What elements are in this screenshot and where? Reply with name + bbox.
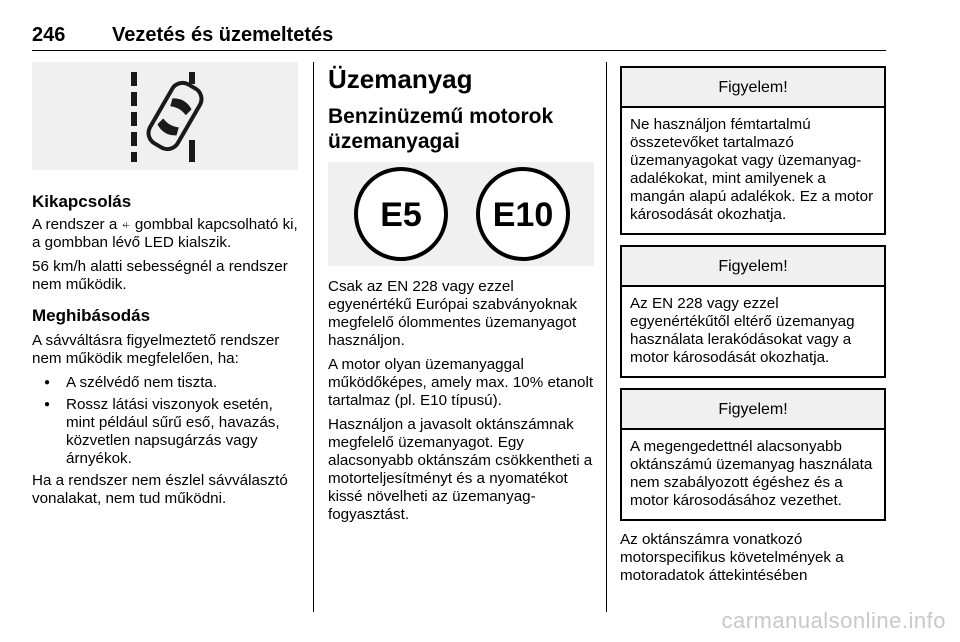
paragraph: Az oktánszámra vonatkozó motorspecifikus követelmények a motoradatok áttekintésében: [620, 531, 844, 584]
fuel-label-e5: E5: [380, 196, 422, 234]
column-2: [328, 62, 594, 524]
list-item: ● Rossz látási viszonyok esetén, mint például sűrű eső, havazás, közvetlen napsugárzás vagy árnyékok.: [32, 396, 298, 468]
page-number: 246: [32, 24, 66, 46]
condition-list: [32, 374, 298, 468]
warning-text: Az EN 228 vagy ezzel egyenértékűtől eltérő üzemanyag használata lerakódásokat vagy a motor károsodását okozhatja.: [630, 295, 855, 366]
paragraph: Használjon a javasolt oktánszámnak megfelelő üzemanyagot. Egy alacsonyabb oktánszám csökkentheti a motorteljesítményt és a nyomatékot kissé növelheti az üzemanyag-fogyasztást.: [328, 416, 593, 523]
warning-text: Ne használjon fémtartalmú összetevőket tartalmazó üzemanyagokat vagy üzemanyag-adalékokat, mint amilyenek a mangán alapú adalékok. Ez a motor károsodását okozhatja.: [630, 116, 874, 223]
section-subtitle: Benzinüzemű motorok üzemanyagai: [328, 105, 554, 153]
warning-title: Figyelem!: [622, 68, 884, 108]
heading-kikapcsolas: Kikapcsolás: [32, 192, 132, 211]
heading-meghibasodas: Meghibásodás: [32, 306, 151, 325]
column-3: [620, 66, 886, 585]
list-item: ● A szélvédő nem tiszta.: [32, 374, 298, 392]
warning-box: [620, 66, 886, 235]
paragraph: Csak az EN 228 vagy ezzel egyenértékű Európai szabványoknak megfelelő ólommentes üzemanyagot használjon.: [328, 278, 578, 349]
section-title: Üzemanyag: [328, 64, 473, 94]
paragraph: 56 km/h alatti sebességnél a rendszer nem működik.: [32, 258, 288, 293]
warning-title: Figyelem!: [622, 390, 884, 430]
warning-title: Figyelem!: [622, 247, 884, 287]
paragraph: A rendszer a ⍅ gombbal kapcsolható ki, a gombban lévő LED kialszik.: [32, 216, 298, 251]
lane-departure-icon: [32, 62, 298, 170]
fuel-label-e10: E10: [492, 196, 554, 234]
warning-box: [620, 388, 886, 521]
running-title: Vezetés és üzemeltetés: [112, 24, 334, 46]
warning-text: A megengedettnél alacsonyabb oktánszámú üzemanyag használata nem szabályozott égéshez és a motor károsodásához vezethet.: [630, 438, 873, 509]
column-1: [32, 62, 298, 508]
watermark: carmanualsonline.info: [721, 608, 946, 633]
paragraph: A motor olyan üzemanyaggal működőképes, amely max. 10% etanolt tartalmaz (pl. E10 típusú).: [328, 356, 594, 409]
paragraph: Ha a rendszer nem észlel sávválasztó vonalakat, nem tud működni.: [32, 472, 288, 507]
paragraph: A sávváltásra figyelmeztető rendszer nem működik megfelelően, ha:: [32, 332, 280, 367]
warning-box: [620, 245, 886, 378]
fuel-label-illustration: [328, 162, 594, 266]
column-divider: [313, 62, 314, 612]
lane-departure-illustration: [32, 62, 298, 170]
page-header: [32, 18, 886, 51]
column-divider: [606, 62, 607, 612]
